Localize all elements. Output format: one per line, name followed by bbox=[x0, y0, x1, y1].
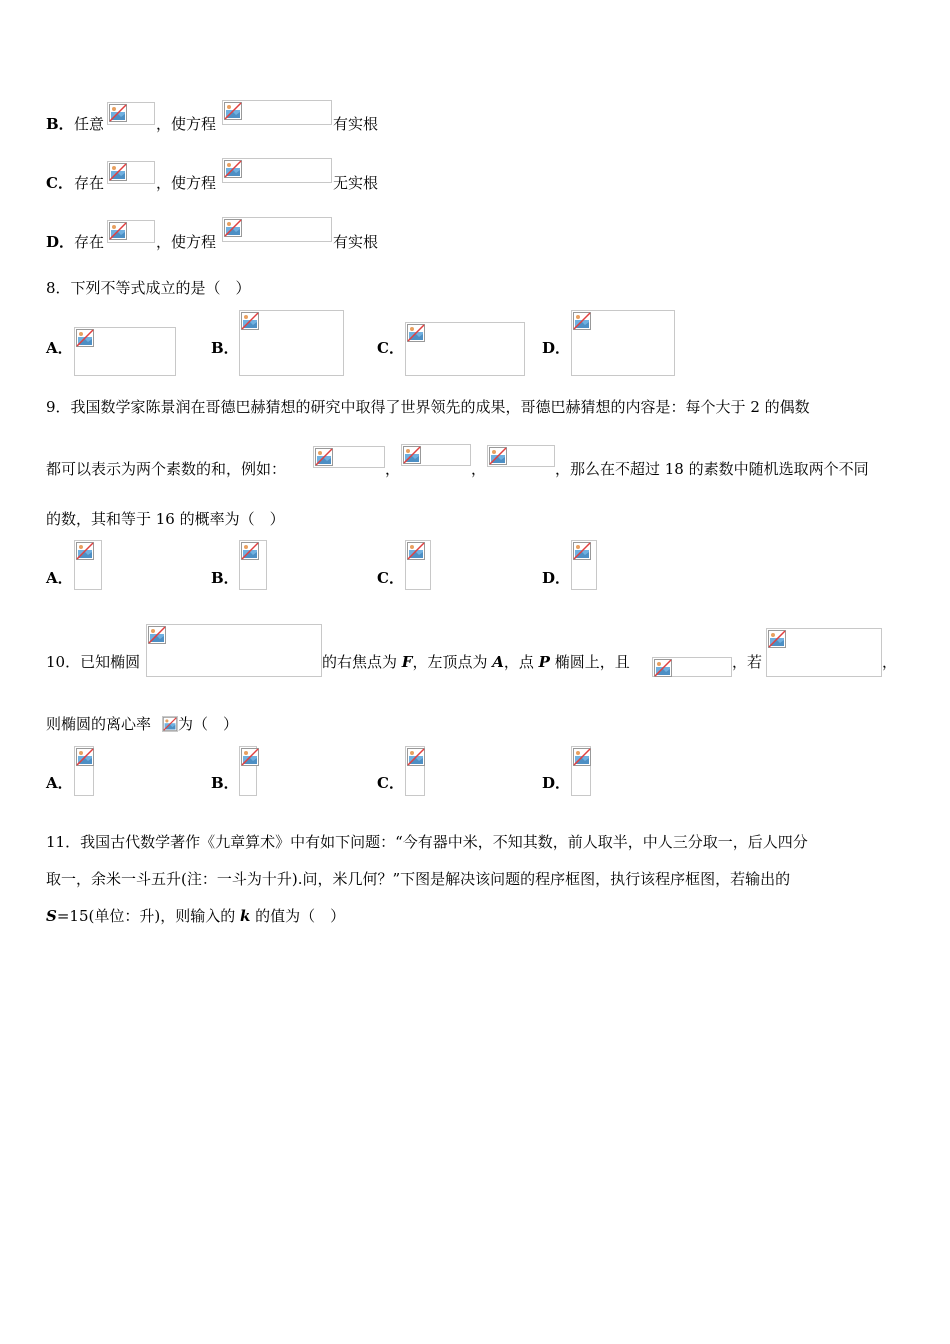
q9-stem-line-3: 的数，其和等于 16 的概率为（ ） bbox=[46, 510, 285, 528]
q7-c-text-1: 存在 bbox=[74, 174, 105, 192]
option-d-label: D． bbox=[46, 233, 75, 251]
formula-image bbox=[222, 100, 332, 125]
q10-text-2: 的右焦点为 F，左顶点为 A，点 P 椭圆上，且 bbox=[322, 653, 630, 671]
formula-image bbox=[74, 327, 176, 376]
q11-stem-line-1: 11．我国古代数学著作《九章算术》中有如下问题：“今有器中米，不知其数，前人取半，中人三分取一，后人四分 bbox=[46, 833, 808, 851]
formula-image bbox=[652, 657, 732, 677]
q10-line-2a: 则椭圆的离心率 bbox=[46, 715, 152, 733]
broken-image-icon bbox=[654, 659, 672, 677]
formula-image bbox=[146, 624, 322, 677]
broken-image-icon bbox=[109, 163, 127, 181]
broken-image-icon bbox=[573, 312, 591, 330]
broken-image-icon bbox=[224, 102, 242, 120]
formula-image bbox=[74, 746, 94, 796]
q9-stem-line-2b: ，那么在不超过 18 的素数中随机选取两个不同 bbox=[555, 460, 869, 478]
q7-d-text-3: 有实根 bbox=[333, 233, 379, 251]
q10-option-b: B． bbox=[211, 774, 239, 792]
q9-stem-line-1: 9．我国数学家陈景润在哥德巴赫猜想的研究中取得了世界领先的成果，哥德巴赫猜想的内容是：每个大于 2 的偶数 bbox=[46, 398, 810, 416]
formula-image bbox=[766, 628, 882, 677]
broken-image-icon bbox=[241, 542, 259, 560]
formula-image bbox=[239, 540, 267, 590]
q7-c-text-3: 无实根 bbox=[333, 174, 379, 192]
option-c-label: C． bbox=[46, 174, 73, 192]
broken-image-icon bbox=[407, 748, 425, 766]
broken-image-icon bbox=[407, 324, 425, 342]
q10-option-a: A． bbox=[46, 774, 73, 792]
formula-image bbox=[74, 540, 102, 590]
q9-option-a: A． bbox=[46, 569, 73, 587]
broken-image-icon bbox=[241, 748, 259, 766]
option-b-label: B． bbox=[46, 115, 74, 133]
broken-image-icon bbox=[407, 542, 425, 560]
formula-image bbox=[107, 220, 155, 243]
q9-option-d: D． bbox=[542, 569, 571, 587]
q10-text-1: 10．已知椭圆 bbox=[46, 653, 141, 671]
q9-stem-line-2a: 都可以表示为两个素数的和，例如： bbox=[46, 460, 287, 478]
q7-c-text-2: ，使方程 bbox=[156, 174, 217, 192]
q9-comma: ， bbox=[471, 460, 487, 478]
formula-image bbox=[571, 310, 675, 376]
q9-option-c: C． bbox=[377, 569, 404, 587]
formula-image bbox=[313, 446, 385, 468]
q10-line-2b: 为（ ） bbox=[178, 715, 239, 733]
q8-option-c: C． bbox=[377, 339, 404, 357]
q8-option-a: A． bbox=[46, 339, 73, 357]
broken-image-icon bbox=[241, 312, 259, 330]
q7-b-text-1: 任意 bbox=[74, 115, 105, 133]
broken-image-icon bbox=[489, 447, 507, 465]
formula-image bbox=[107, 161, 155, 184]
q7-d-text-1: 存在 bbox=[74, 233, 105, 251]
formula-image bbox=[571, 746, 591, 796]
formula-image bbox=[222, 158, 332, 183]
q7-d-text-2: ，使方程 bbox=[156, 233, 217, 251]
q8-option-b: B． bbox=[211, 339, 239, 357]
broken-image-icon bbox=[224, 219, 242, 237]
formula-image bbox=[222, 217, 332, 242]
broken-image-icon bbox=[573, 542, 591, 560]
broken-image-icon bbox=[573, 748, 591, 766]
broken-image-icon bbox=[768, 630, 786, 648]
q9-comma: ， bbox=[385, 460, 401, 478]
broken-image-icon bbox=[109, 104, 127, 122]
broken-image-icon bbox=[76, 748, 94, 766]
q8-option-d: D． bbox=[542, 339, 571, 357]
q9-option-b: B． bbox=[211, 569, 239, 587]
q7-b-text-2: ，使方程 bbox=[156, 115, 217, 133]
broken-image-icon bbox=[403, 446, 421, 464]
broken-image-icon bbox=[224, 160, 242, 178]
formula-image bbox=[571, 540, 597, 590]
formula-image bbox=[107, 102, 155, 125]
q10-text-4: ， bbox=[882, 653, 898, 671]
formula-image bbox=[405, 746, 425, 796]
q8-stem: 8．下列不等式成立的是（ ） bbox=[46, 279, 251, 297]
q11-stem-line-2: 取一，余米一斗五升(注：一斗为十升).问，米几何？”下图是解决该问题的程序框图，执行该程序框图，若输出的 bbox=[46, 870, 791, 888]
broken-image-icon bbox=[148, 626, 166, 644]
q10-option-c: C． bbox=[377, 774, 404, 792]
formula-image bbox=[162, 716, 178, 732]
formula-image bbox=[401, 444, 471, 466]
formula-image bbox=[405, 322, 525, 376]
formula-image bbox=[405, 540, 431, 590]
q11-stem-line-3: S=15(单位：升)，则输入的 k 的值为（ ） bbox=[46, 907, 346, 925]
q10-option-d: D． bbox=[542, 774, 571, 792]
formula-image bbox=[487, 445, 555, 467]
formula-image bbox=[239, 746, 257, 796]
broken-image-icon bbox=[76, 542, 94, 560]
broken-image-icon bbox=[76, 329, 94, 347]
broken-image-icon bbox=[163, 717, 177, 731]
broken-image-icon bbox=[109, 222, 127, 240]
q7-b-text-3: 有实根 bbox=[333, 115, 379, 133]
formula-image bbox=[239, 310, 344, 376]
broken-image-icon bbox=[315, 448, 333, 466]
q10-text-3: ，若 bbox=[732, 653, 763, 671]
